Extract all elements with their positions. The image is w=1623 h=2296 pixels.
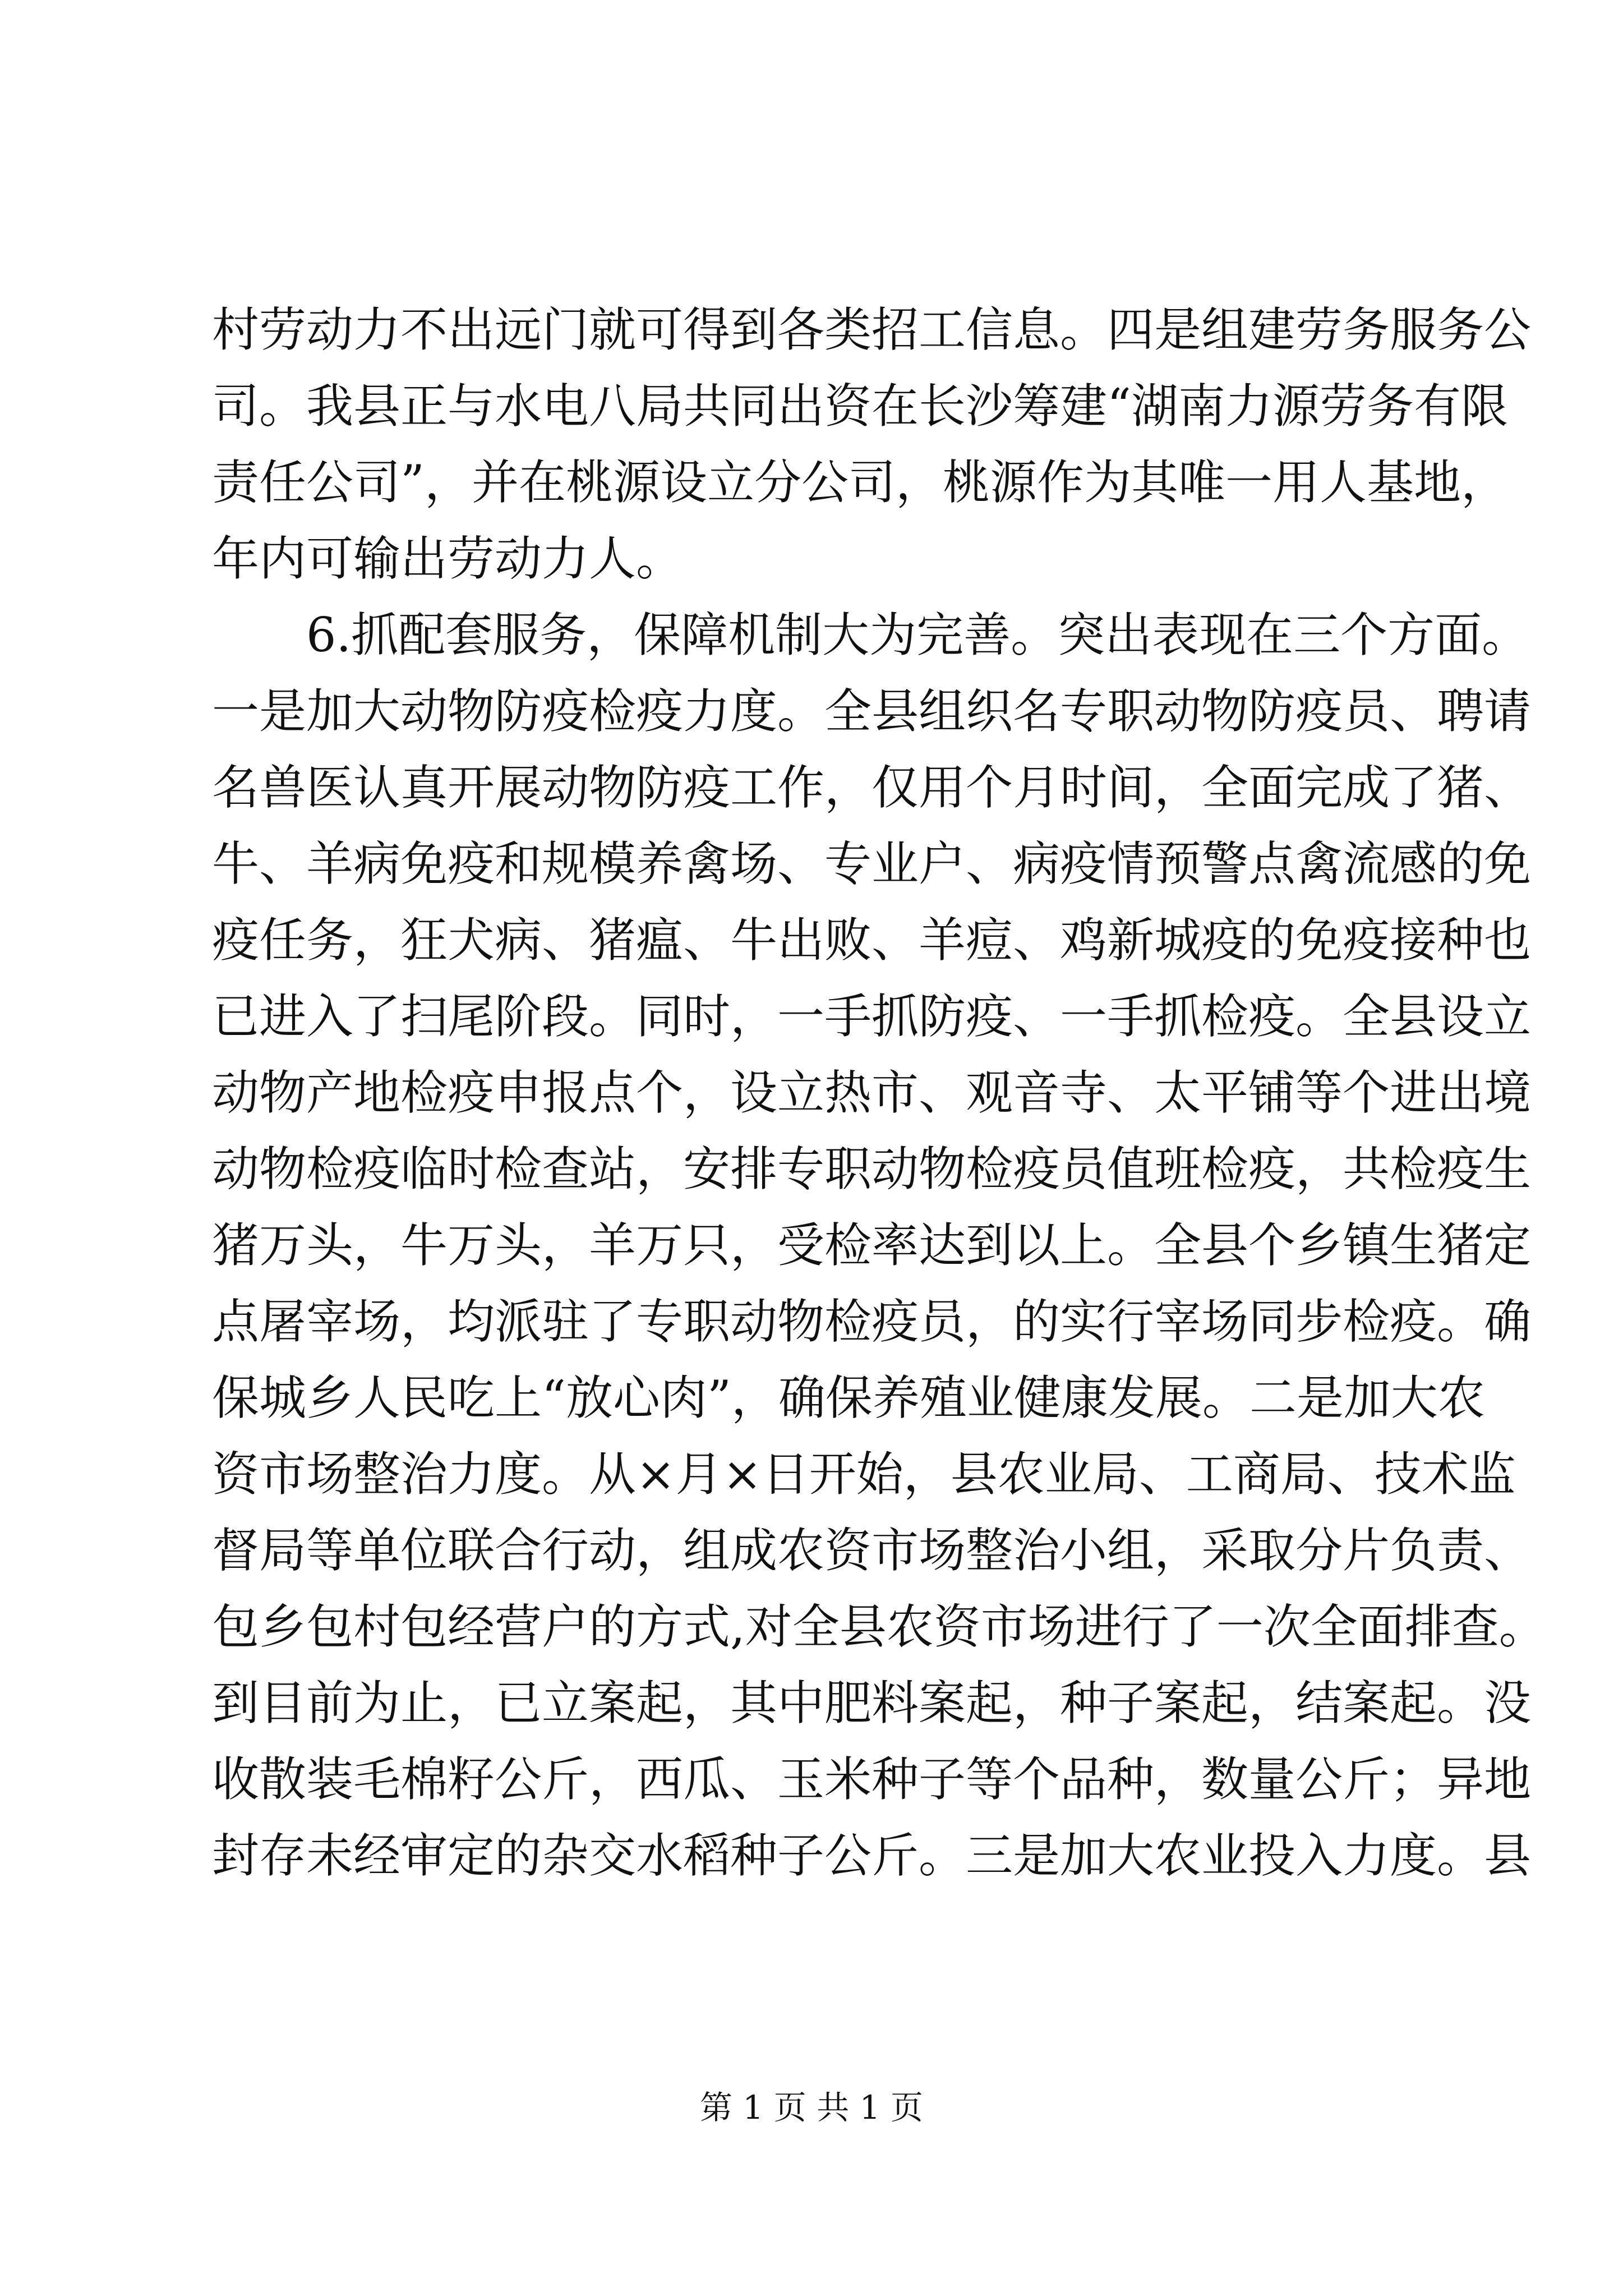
text-line: 收散装毛棉籽公斤，西瓜、玉米种子等个品种，数量公斤；异地: [212, 1752, 1532, 1807]
text-line: 保城乡人民吃上“放心肉”，确保养殖业健康发展。二是加大农: [212, 1370, 1485, 1425]
text-line: 牛、羊病免疫和规模养禽场、专业户、病疫情预警点禽流感的免: [212, 836, 1532, 891]
text-line: 动物产地检疫申报点个，设立热市、观音寺、太平铺等个进出境: [212, 1065, 1532, 1120]
text-line: 资市场整治力度。从×月×日开始，县农业局、工商局、技术监: [212, 1447, 1516, 1502]
page-number: 第 1 页 共 1 页: [700, 2088, 923, 2127]
text-line: 猪万头，牛万头，羊万只，受检率达到以上。全县个乡镇生猪定: [212, 1218, 1532, 1273]
text-line: 责任公司”，并在桃源设立分公司，桃源作为其唯一用人基地，: [212, 455, 1508, 510]
text-line: 包乡包村包经营户的方式,对全县农资市场进行了一次全面排查。: [212, 1599, 1546, 1654]
text-line: 疫任务，狂犬病、猪瘟、牛出败、羊痘、鸡新城疫的免疫接种也: [212, 913, 1532, 968]
text-line: 封存未经审定的杂交水稻种子公斤。三是加大农业投入力度。县: [212, 1828, 1532, 1883]
text-line: 到目前为止，已立案起，其中肥料案起，种子案起，结案起。没: [212, 1676, 1532, 1731]
text-line: 司。我县正与水电八局共同出资在长沙筹建“湖南力源劳务有限: [212, 379, 1508, 434]
page-footer: [0, 2088, 1623, 2127]
text-line: 年内可输出劳动力人。: [212, 531, 684, 586]
text-line: 督局等单位联合行动，组成农资市场整治小组，采取分片负责、: [212, 1523, 1532, 1578]
document-body: [212, 292, 1546, 1894]
text-line: 已进入了扫尾阶段。同时，一手抓防疫、一手抓检疫。全县设立: [212, 989, 1532, 1044]
text-line: 点屠宰场，均派驻了专职动物检疫员，的实行宰场同步检疫。确: [212, 1294, 1532, 1349]
text-line: 一是加大动物防疫检疫力度。全县组织名专职动物防疫员、聘请: [212, 684, 1532, 739]
text-line: 名兽医认真开展动物防疫工作，仅用个月时间，全面完成了猪、: [212, 760, 1532, 815]
text-line: 村劳动力不出远门就可得到各类招工信息。四是组建劳务服务公: [212, 302, 1532, 357]
text-line-paragraph-start: 6.抓配套服务，保障机制大为完善。突出表现在三个方面。: [306, 608, 1529, 662]
text-line: 动物检疫临时检查站，安排专职动物检疫员值班检疫，共检疫生: [212, 1142, 1532, 1197]
